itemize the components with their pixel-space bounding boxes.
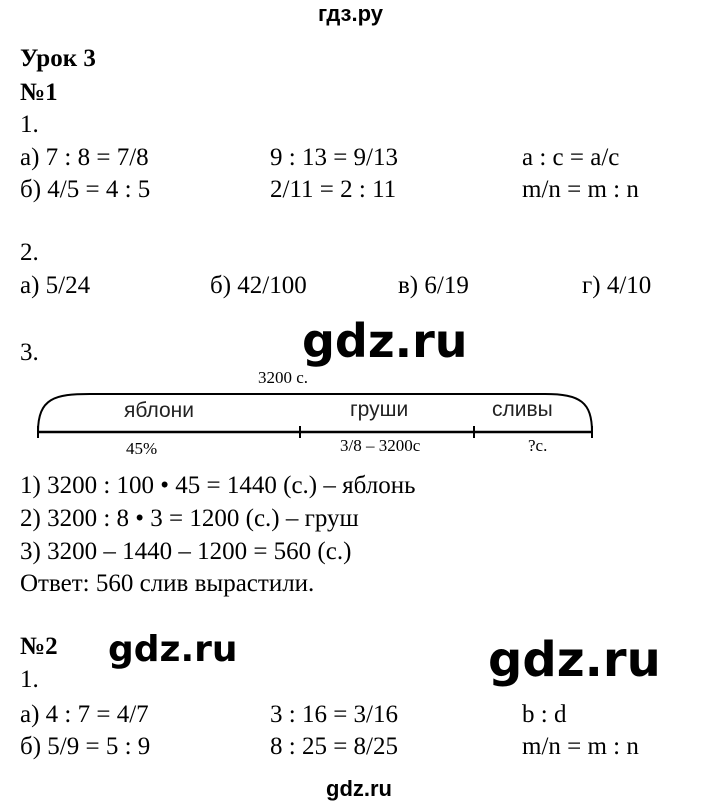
fraction-answer: а) 5/24 — [20, 272, 91, 299]
task-number: №2 — [20, 633, 58, 660]
equation: 8 : 25 = 8/25 — [270, 733, 398, 760]
segment-value: 45% — [126, 439, 158, 458]
segment-value: ?с. — [528, 436, 548, 455]
equation: 3 : 16 = 3/16 — [270, 701, 398, 728]
segment-label: сливы — [492, 398, 553, 421]
diagram-total-label: 3200 с. — [258, 368, 309, 387]
part-label: 2. — [20, 239, 39, 266]
watermark: gdz.ru — [302, 314, 468, 368]
part-label: 1. — [20, 666, 39, 693]
segment-label: груши — [350, 398, 409, 421]
segment-value: 3/8 – 3200с — [340, 436, 421, 455]
equation: б) 4/5 = 4 : 5 — [20, 176, 151, 203]
equation: a : c = a/c — [522, 144, 620, 171]
equation: 2/11 = 2 : 11 — [270, 176, 397, 203]
part-label: 1. — [20, 111, 39, 138]
task-number: №1 — [20, 79, 58, 106]
watermark: gdz.ru — [108, 629, 238, 670]
segment-label: яблони — [124, 399, 194, 422]
equation: b : d — [522, 701, 567, 728]
fraction-answer: б) 42/100 — [210, 272, 307, 299]
footer-watermark: gdz.ru — [326, 776, 392, 801]
equation: а) 7 : 8 = 7/8 — [20, 144, 149, 171]
equation: 9 : 13 = 9/13 — [270, 144, 398, 171]
answer-line: Ответ: 560 слив вырастили. — [20, 570, 315, 597]
watermark: gdz.ru — [488, 632, 661, 688]
site-header: гдз.ру — [318, 1, 383, 26]
fraction-answer: в) 6/19 — [398, 272, 469, 299]
solution-step: 1) 3200 : 100 • 45 = 1440 (с.) – яблонь — [20, 472, 416, 499]
equation: m/n = m : n — [522, 176, 639, 203]
part-label: 3. — [20, 339, 39, 366]
equation: б) 5/9 = 5 : 9 — [20, 733, 151, 760]
equation: а) 4 : 7 = 4/7 — [20, 701, 149, 728]
lesson-title: Урок 3 — [20, 45, 96, 72]
equation: m/n = m : n — [522, 733, 639, 760]
solution-step: 3) 3200 – 1440 – 1200 = 560 (с.) — [20, 538, 352, 565]
solution-step: 2) 3200 : 8 • 3 = 1200 (с.) – груш — [20, 505, 359, 532]
fraction-answer: г) 4/10 — [582, 272, 652, 299]
